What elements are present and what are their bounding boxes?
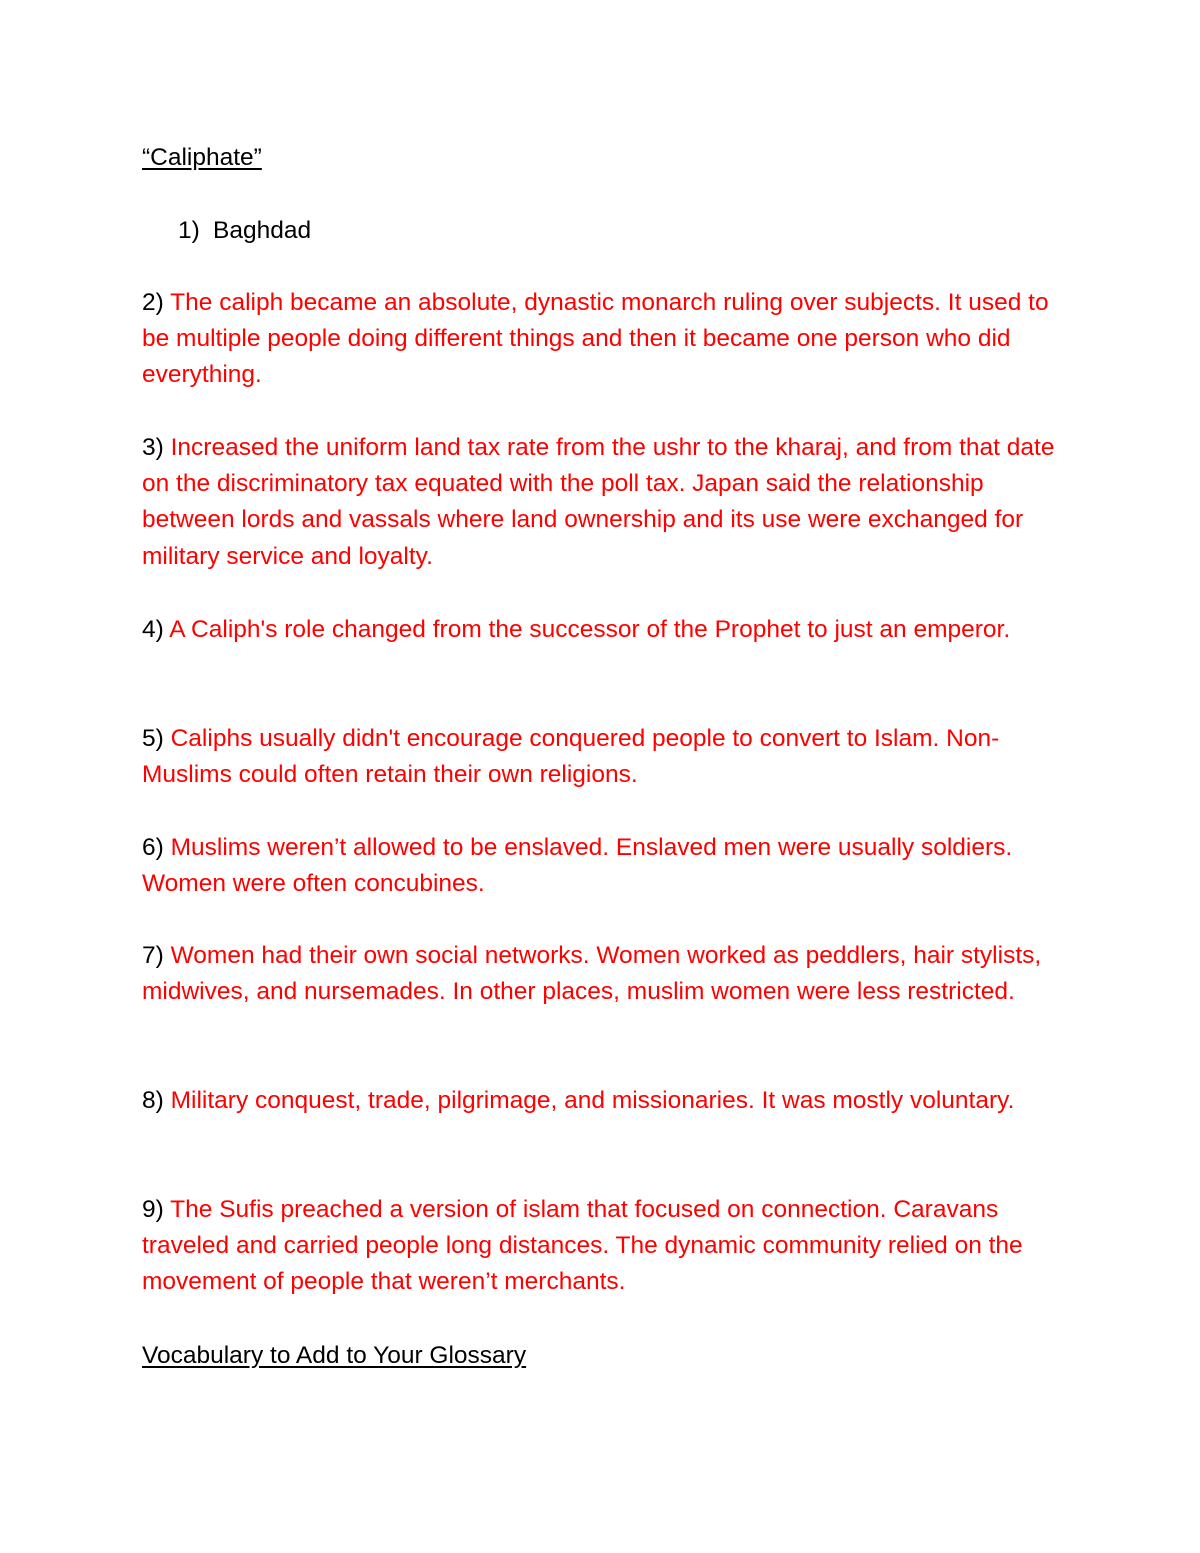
vocabulary-heading: Vocabulary to Add to Your Glossary [142,1342,527,1369]
answer-item-2 [142,285,1072,394]
answer-item-1 [178,216,311,246]
answer-text: Muslims weren’t allowed to be enslaved. Enslaved men were usually soldiers. Women were often concubines. [142,834,1013,898]
answer-item-5 [142,721,1072,793]
answer-item-9 [142,1192,1072,1301]
page-title: “Caliphate” [142,144,262,171]
item-number: 5) [142,725,164,752]
item-number: 6) [142,834,164,861]
answer-item-8 [142,1083,1072,1119]
answer-text: Increased the uniform land tax rate from the ushr to the kharaj, and from that date on the discriminatory tax equated with the poll tax. Japan said the relationship between lords and vassals where land ownership and its use were exchanged for military service and loyalty. [142,434,1055,570]
answer-text: Baghdad [213,217,312,244]
item-number: 9) [142,1196,164,1223]
answer-text: Caliphs usually didn't encourage conquered people to convert to Islam. Non-Muslims could often retain their own religions. [142,725,1000,789]
answer-text: Military conquest, trade, pilgrimage, and missionaries. It was mostly voluntary. [170,1087,1015,1114]
item-number: 2) [142,289,164,316]
answer-item-7 [142,938,1072,1010]
answer-text: A Caliph's role changed from the successor of the Prophet to just an emperor. [169,616,1011,643]
item-number: 8) [142,1087,164,1114]
item-number: 4) [142,616,164,643]
answer-text: The caliph became an absolute, dynastic monarch ruling over subjects. It used to be multiple people doing different things and then it became one person who did everything. [142,289,1049,389]
item-number: 7) [142,942,164,969]
item-number: 1) [178,217,200,244]
answer-item-3 [142,430,1072,575]
answer-text: The Sufis preached a version of islam that focused on connection. Caravans traveled and carried people long distances. The dynamic community relied on the movement of people that weren’t merchants. [142,1196,1023,1296]
answer-item-6 [142,830,1072,902]
answer-item-4 [142,612,1072,648]
item-number: 3) [142,434,164,461]
answer-text: Women had their own social networks. Women worked as peddlers, hair stylists, midwives, and nursemades. In other places, muslim women were less restricted. [142,942,1042,1006]
